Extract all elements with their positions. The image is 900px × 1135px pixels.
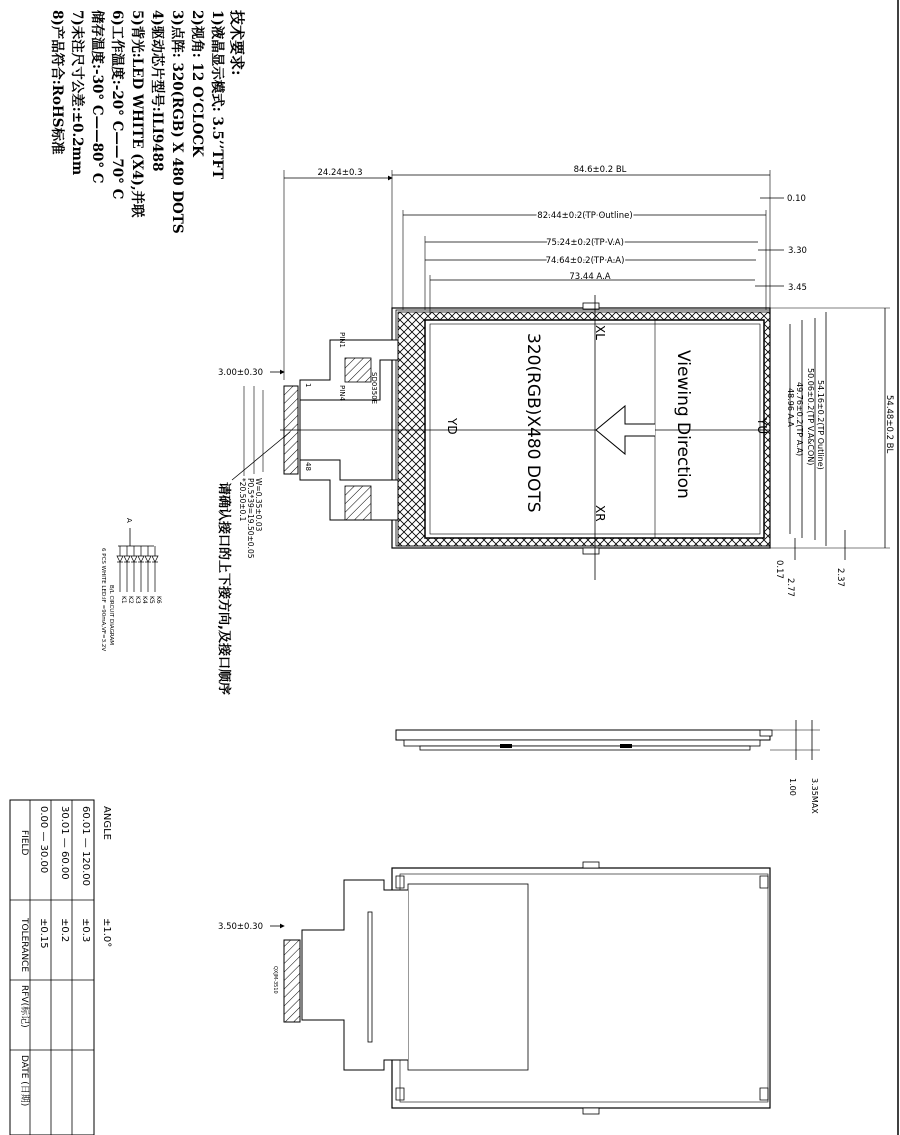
dim-tp-va-con: 50.06±0.2(TP V.A&CON) xyxy=(806,368,815,466)
tech-item: 储存温度:-30° C——80° C xyxy=(89,10,105,184)
bl-circuit xyxy=(100,518,162,651)
table-cell: ±0.2 xyxy=(59,918,70,943)
panel-viewing: Viewing Direction xyxy=(673,350,693,499)
dim-2-77: 2.77 xyxy=(785,578,795,597)
pin1-label: PIN1 xyxy=(338,332,346,348)
front-view xyxy=(216,165,894,695)
tech-item: 8)产品符合:RoHS标准 xyxy=(49,10,65,155)
dim-pin-p: P0.5*39=19.50±0.05 xyxy=(246,478,255,559)
dim-aa-h: 48.96 A.A xyxy=(786,388,795,427)
dim-1-00: 1.00 xyxy=(788,778,797,796)
table-cell: ±1.0° xyxy=(101,918,112,948)
tech-requirements xyxy=(49,9,246,234)
label-xl: XL xyxy=(593,325,607,340)
led-cathode-label: K4 xyxy=(141,596,148,604)
table-header: DATE (日期) xyxy=(19,1055,29,1107)
table-header: RFV(标记) xyxy=(19,985,29,1028)
circuit-anode: A xyxy=(125,518,133,523)
label-yd: YD xyxy=(445,418,459,435)
dim-3-30: 3.30 xyxy=(788,246,807,256)
tech-item: 7)未注尺寸公差:±0.2mm xyxy=(69,10,85,176)
dim-bl-width: 84.6±0.2 BL xyxy=(573,165,627,175)
dim-bl-height: 54.48±0.2 BL xyxy=(884,395,894,454)
led-cathode-label: K3 xyxy=(134,596,141,604)
dim-fpc-350: 3.50±0.30 xyxy=(218,922,263,932)
dim-aa: 73.44 A.A xyxy=(569,272,611,282)
dim-tp-va: 75.24±0.2(TP V.A) xyxy=(546,238,624,248)
dim-tp-outline-h: 54.16±0.2(TP Outline) xyxy=(816,380,825,470)
table-cell: ±0.3 xyxy=(80,918,91,943)
pin-1-label: 1 xyxy=(304,383,312,388)
led-cathode-label: K1 xyxy=(120,596,127,604)
dim-fpc-300: 3.00±0.30 xyxy=(218,368,263,378)
pin4-label: PIN4 xyxy=(338,385,346,401)
ic-label: SD0350E xyxy=(370,372,378,405)
led-cathode-label: K5 xyxy=(148,596,155,604)
led-diode xyxy=(117,546,127,604)
dim-tp-outline: 82.44±0.2(TP Outline) xyxy=(537,211,633,221)
right-dimensions xyxy=(770,308,894,597)
circuit-subtitle: 6 PCS WHITE LED:IF =90mA,VF=3.2V xyxy=(100,548,106,652)
tech-title: 技术要求: xyxy=(228,10,246,76)
dim-3-45: 3.45 xyxy=(788,283,807,293)
pin48-label: 48 xyxy=(304,462,312,471)
tech-item: 5)背光:LED WHITE (X4),并联 xyxy=(129,10,145,218)
side-view xyxy=(396,720,820,814)
notice-text: 请确认接口的上下接方向,及接口顺序 xyxy=(216,482,231,695)
led-cathode-label: K6 xyxy=(155,596,162,604)
dim-fpc-offset: 24.24±0.3 xyxy=(317,168,363,178)
back-view xyxy=(218,862,770,1114)
dim-3-35max: 3.35MAX xyxy=(810,778,819,814)
dim-pin-total: *20.50±0.1 xyxy=(238,478,247,522)
dim-0-10: 0.10 xyxy=(787,194,806,204)
tech-item: 2)视角: 12 O’CLOCK xyxy=(189,10,205,157)
dim-tp-aa: 74.64±0.2(TP A.A) xyxy=(545,256,625,266)
label-yu: YU xyxy=(755,418,769,435)
dim-0-17: 0.17 xyxy=(774,560,784,579)
circuit-title: B/L CIRCUIT DIAGRAM xyxy=(108,585,114,645)
tech-item: 3)点阵: 320(RGB) X 480 DOTS xyxy=(169,10,185,234)
led-cathode-label: K2 xyxy=(127,596,134,604)
tech-item: 6)工作温度:-20° C——70° C xyxy=(109,10,125,200)
panel-dots: 320(RGB)X480 DOTS xyxy=(523,333,543,513)
label-xr: XR xyxy=(593,505,607,522)
table-header: TOLERANCE xyxy=(19,918,29,973)
stamp-label: QXJM-3510 xyxy=(272,966,278,994)
table-header: FIELD xyxy=(19,830,29,856)
table-cell: 0.00 — 30.00 xyxy=(38,806,49,874)
dim-2-37: 2.37 xyxy=(835,568,845,587)
table-cell: ANGLE xyxy=(101,806,112,840)
table-cell: ±0.15 xyxy=(38,918,49,949)
table-cell: 60.01 — 120.00 xyxy=(80,806,91,886)
dim-tp-aa-h: 49.76±0.2(TP A.A) xyxy=(795,382,804,457)
tolerance-table xyxy=(10,800,112,1135)
dim-pin-w: W=0.35±0.03 xyxy=(254,478,263,532)
fpc xyxy=(284,332,398,520)
tech-item: 1)液晶显示模式: 3.5’’TFT xyxy=(209,10,225,180)
tech-item: 4)驱动芯片型号:ILI9488 xyxy=(149,10,165,172)
table-cell: 30.01 — 60.00 xyxy=(59,806,70,880)
